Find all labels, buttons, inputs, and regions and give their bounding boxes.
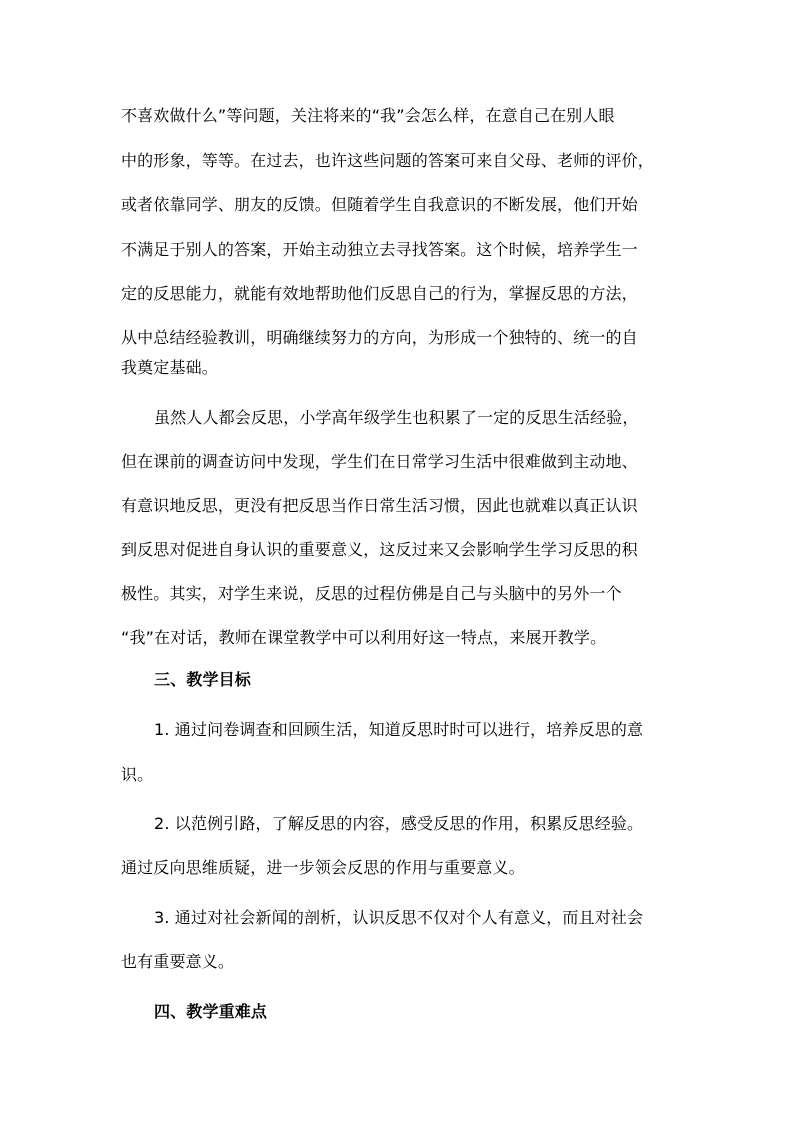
paragraph-1-line-5: 定的反思能力，就能有效地帮助他们反思自己的行为，掌握反思的方法， bbox=[121, 284, 638, 303]
paragraph-1-line-2: 中的形象，等等。在过去，也许这些问题的答案可来自父母、老师的评价， bbox=[121, 151, 654, 170]
paragraph-2-line-4: 到反思对促进自身认识的重要意义，这反过来又会影响学生学习反思的积 bbox=[121, 540, 638, 559]
goal-2-line-2: 通过反向思维质疑，进一步领会反思的作用与重要意义。 bbox=[121, 858, 525, 877]
paragraph-1-line-1: 不喜欢做什么”等问题，关注将来的“我”会怎么样，在意自己在别人眼 bbox=[121, 106, 615, 125]
section-heading-key-points: 四、教学重难点 bbox=[154, 1002, 268, 1021]
goal-3-line-1: 3. 通过对社会新闻的剖析，认识反思不仅对个人有意义，而且对社会 bbox=[154, 908, 644, 927]
paragraph-1-line-3: 或者依靠同学、朋友的反馈。但随着学生自我意识的不断发展，他们开始 bbox=[121, 195, 638, 214]
goal-1-line-2: 识。 bbox=[121, 765, 154, 784]
goal-3-line-2: 也有重要意义。 bbox=[121, 952, 235, 971]
goal-1-line-1: 1. 通过问卷调查和回顾生活，知道反思时时可以进行，培养反思的意 bbox=[154, 720, 644, 739]
paragraph-1-line-6: 从中总结经验教训，明确继续努力的方向，为形成一个独特的、统一的自 bbox=[121, 328, 638, 347]
paragraph-1-line-4: 不满足于别人的答案，开始主动独立去寻找答案。这个时候，培养学生一 bbox=[121, 240, 638, 259]
paragraph-2-line-1: 虽然人人都会反思，小学高年级学生也积累了一定的反思生活经验， bbox=[154, 408, 639, 427]
paragraph-2-line-2: 但在课前的调查访问中发现，学生们在日常学习生活中很难做到主动地、 bbox=[121, 452, 638, 471]
paragraph-1-line-7: 我奠定基础。 bbox=[121, 358, 218, 377]
goal-2-line-1: 2. 以范例引路，了解反思的内容，感受反思的作用，积累反思经验。 bbox=[154, 814, 644, 833]
paragraph-2-line-6: “我”在对话，教师在课堂教学中可以利用好这一特点，来展开教学。 bbox=[121, 628, 607, 647]
paragraph-2-line-3: 有意识地反思，更没有把反思当作日常生活习惯，因此也就难以真正认识 bbox=[121, 496, 638, 515]
paragraph-2-line-5: 极性。其实，对学生来说，反思的过程仿佛是自己与头脑中的另外一个 bbox=[121, 584, 622, 603]
section-heading-teaching-goals: 三、教学目标 bbox=[154, 670, 251, 689]
